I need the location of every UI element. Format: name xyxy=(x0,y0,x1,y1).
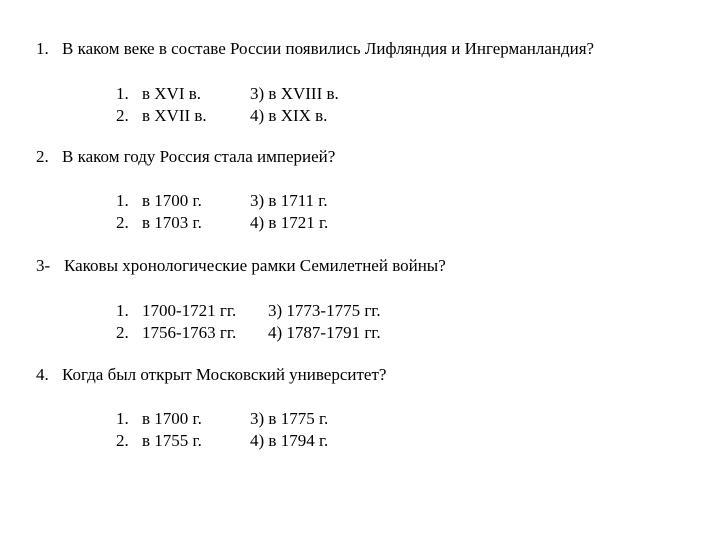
option-number: 1. xyxy=(116,84,129,103)
option-text: 1700-1721 гг. xyxy=(142,301,237,320)
answer-option-2 xyxy=(116,213,202,233)
option-number: 2. xyxy=(116,431,129,450)
answer-option-3: 3) 1773-1775 гг. xyxy=(268,301,381,320)
answer-option-1 xyxy=(116,84,201,104)
answer-option-4: 4) 1787-1791 гг. xyxy=(268,323,381,342)
option-text: в XVI в. xyxy=(142,84,202,103)
question-number: 4. xyxy=(36,365,49,384)
option-number: 2. xyxy=(116,106,129,125)
option-text: 1756-1763 гг. xyxy=(142,323,237,342)
answer-option-4: 4) в 1721 г. xyxy=(250,213,329,232)
answer-option-1 xyxy=(116,409,202,429)
answer-option-4: 4) в 1794 г. xyxy=(250,431,329,450)
question-text: В каком веке в составе России появились Лифляндия и Ингерманландия? xyxy=(62,39,595,58)
question-text: В каком году Россия стала империей? xyxy=(62,147,336,166)
option-text: в XVII в. xyxy=(142,106,207,125)
answer-option-1 xyxy=(116,191,202,211)
option-text: в 1755 г. xyxy=(142,431,202,450)
answer-option-3: 3) в 1711 г. xyxy=(250,191,328,210)
question-number: 3- xyxy=(36,256,51,275)
option-text: в 1700 г. xyxy=(142,191,202,210)
answer-option-4: 4) в XIX в. xyxy=(250,106,328,125)
option-text: в 1700 г. xyxy=(142,409,202,428)
question-number: 2. xyxy=(36,147,49,166)
option-text: в 1703 г. xyxy=(142,213,202,232)
question-number: 1. xyxy=(36,39,49,58)
answer-option-2 xyxy=(116,106,207,126)
option-number: 2. xyxy=(116,213,129,232)
answer-option-1 xyxy=(116,301,236,321)
option-number: 2. xyxy=(116,323,129,342)
option-number: 1. xyxy=(116,301,129,320)
option-number: 1. xyxy=(116,191,129,210)
question-text: Каковы хронологические рамки Семилетней войны? xyxy=(64,256,446,275)
answer-option-3: 3) в XVIII в. xyxy=(250,84,339,103)
answer-option-2 xyxy=(116,323,236,343)
option-number: 1. xyxy=(116,409,129,428)
answer-option-3: 3) в 1775 г. xyxy=(250,409,329,428)
question-text: Когда был открыт Московский университет? xyxy=(62,365,387,384)
answer-option-2 xyxy=(116,431,202,451)
